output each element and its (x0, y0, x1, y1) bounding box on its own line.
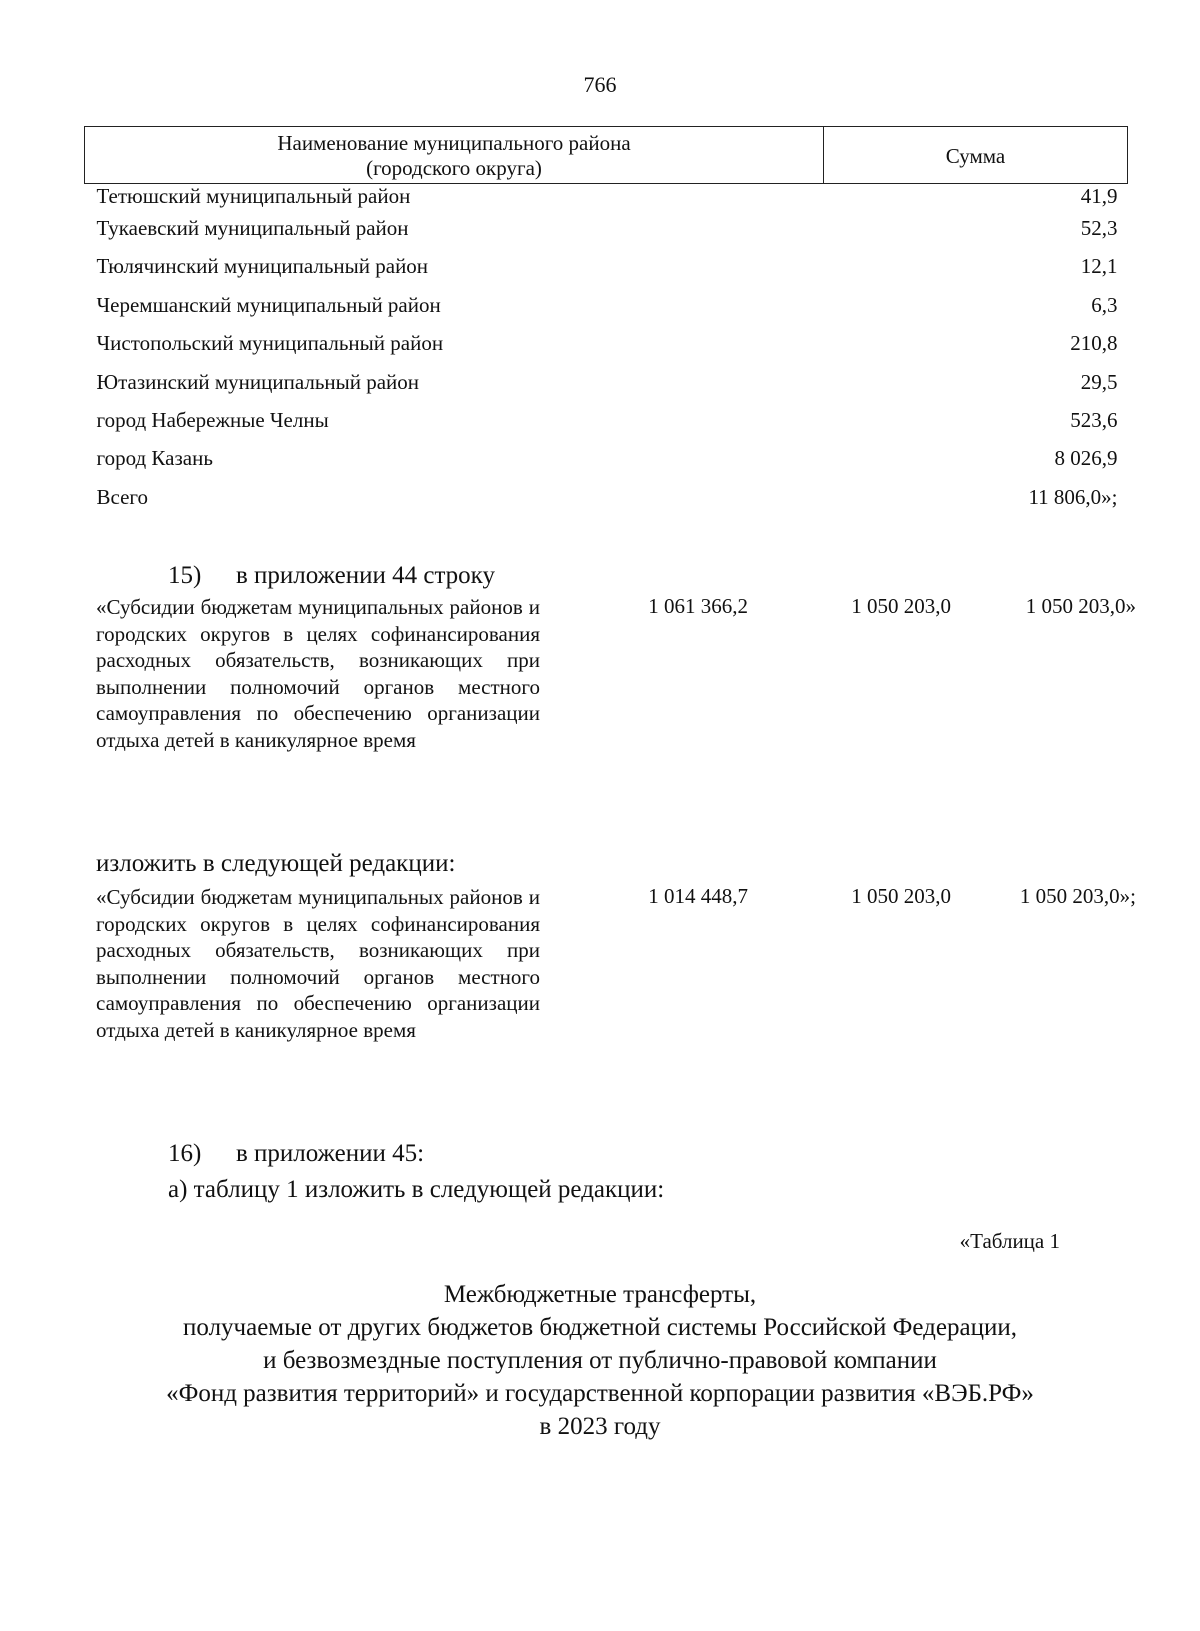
table-row (85, 216, 1128, 254)
row-name: Ютазинский муниципальный район (96, 369, 420, 394)
header-amount-column: Сумма (824, 127, 1128, 184)
row-name: Тукаевский муниципальный район (96, 216, 409, 240)
header-name-column (85, 127, 824, 184)
row-amount: 41,9 (1080, 184, 1118, 208)
old-row-value-1: 1 061 366,2 (648, 594, 748, 618)
row-name: Тетюшский муниципальный район (96, 184, 411, 208)
document-title (0, 1278, 1200, 1443)
table-header-row (85, 127, 1128, 184)
row-name: Чистопольский муниципальный район (96, 331, 444, 356)
table-row (85, 370, 1128, 408)
table-row (85, 331, 1128, 369)
row-amount: 12,1 (1080, 254, 1118, 279)
item-16-sub-a: а) таблицу 1 изложить в следующей редакции: (168, 1176, 665, 1203)
item-16-number: 16) (168, 1140, 202, 1167)
row-amount: 29,5 (1080, 369, 1118, 394)
row-name: Тюлячинский муниципальный район (96, 254, 429, 279)
old-row-block (96, 594, 1136, 753)
title-line: в 2023 году (539, 1413, 661, 1440)
new-row-description: «Субсидии бюджетам муниципальных районов и городских округов в целях софинансирования расходных обязательств, возникающих при выполнении полномочий органов местного самоуправления по обеспечению организации отдыха детей в каникулярное время (96, 885, 540, 1042)
row-amount: 11 806,0»; (1028, 484, 1118, 509)
table-reference: «Таблица 1 (959, 1229, 1060, 1253)
item-15-heading (168, 562, 495, 590)
table-row (85, 293, 1128, 331)
title-line: получаемые от других бюджетов бюджетной системы Российской Федерации, (183, 1314, 1017, 1341)
table-row-total (85, 485, 1128, 523)
header-name-line2: (городского округа) (366, 156, 542, 180)
item-16-heading (168, 1140, 424, 1168)
row-amount: 523,6 (1070, 407, 1118, 432)
row-amount: 8 026,9 (1054, 446, 1118, 471)
row-name: Всего (96, 484, 148, 509)
old-row-description: «Субсидии бюджетам муниципальных районов и городских округов в целях софинансирования расходных обязательств, возникающих при выполнении полномочий органов местного самоуправления по обеспечению организации отдыха детей в каникулярное время (96, 595, 540, 752)
revise-heading: изложить в следующей редакции: (96, 850, 456, 877)
new-row-value-2: 1 050 203,0 (851, 884, 951, 908)
old-row-value-3: 1 050 203,0» (1025, 594, 1136, 618)
title-line: и безвозмездные поступления от публично-правовой компании (263, 1347, 937, 1374)
row-amount: 6,3 (1091, 292, 1118, 317)
row-name: Черемшанский муниципальный район (96, 292, 441, 317)
table-row (85, 184, 1128, 217)
header-name-line1: Наименование муниципального района (277, 131, 631, 155)
title-line: «Фонд развития территорий» и государственной корпорации развития «ВЭБ.РФ» (166, 1380, 1034, 1407)
table-row (85, 446, 1128, 484)
item-16-text: в приложении 45: (236, 1140, 425, 1167)
summary-table (84, 126, 1128, 523)
new-row-value-1: 1 014 448,7 (648, 884, 748, 908)
title-line: Межбюджетные трансферты, (443, 1281, 757, 1308)
new-row-value-3: 1 050 203,0»; (1019, 884, 1136, 908)
row-amount: 52,3 (1080, 216, 1118, 240)
page-number: 766 (583, 72, 617, 97)
row-name: город Казань (96, 446, 213, 471)
row-amount: 210,8 (1070, 331, 1118, 356)
item-15-text: в приложении 44 строку (236, 562, 495, 589)
item-15-number: 15) (168, 562, 202, 589)
old-row-value-2: 1 050 203,0 (851, 594, 951, 618)
table-row (85, 408, 1128, 446)
row-name: город Набережные Челны (96, 407, 329, 432)
new-row-block (96, 884, 1136, 1043)
table-row (85, 254, 1128, 292)
